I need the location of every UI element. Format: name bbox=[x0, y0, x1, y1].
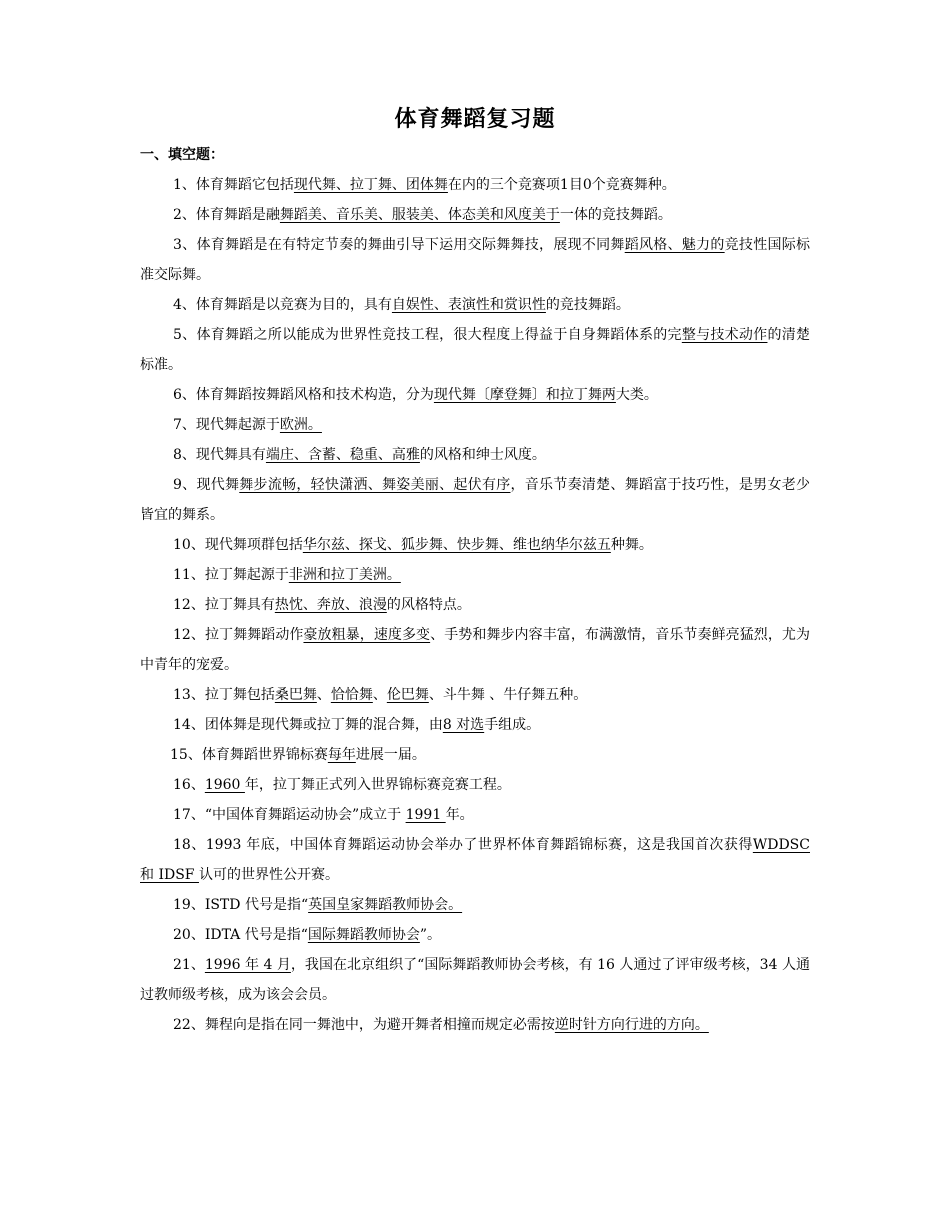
question-text: 竞技性国际标准交际舞。 bbox=[140, 237, 811, 283]
question-text: 、 bbox=[372, 687, 387, 703]
answer-underlined: 舞步流畅，轻快潇洒、舞姿美丽、起伏有序 bbox=[239, 477, 511, 493]
answer-underlined: 豪放粗暴，速度多变 bbox=[303, 627, 431, 643]
question-item bbox=[140, 680, 810, 710]
answer-underlined: 自娱性、表演性和赏识性 bbox=[391, 297, 546, 313]
answer-underlined: 8 对选 bbox=[442, 717, 485, 733]
answer-underlined: 国际舞蹈教师协会 bbox=[307, 927, 420, 943]
section-heading-fill-in-blank: 一、填空题： bbox=[140, 147, 224, 163]
answer-underlined: 桑巴舞 bbox=[274, 687, 317, 703]
question-item bbox=[140, 590, 810, 620]
question-list bbox=[140, 170, 810, 1040]
question-item bbox=[140, 530, 810, 560]
answer-underlined: 舞蹈美、音乐美、服装美、体态美和风度美于 bbox=[279, 207, 560, 223]
answer-underlined: 1960 bbox=[204, 777, 245, 793]
question-text: 大类。 bbox=[615, 387, 658, 403]
question-item bbox=[140, 440, 810, 470]
question-text: 9、现代舞 bbox=[173, 477, 240, 493]
question-text: 12、拉丁舞具有 bbox=[173, 597, 275, 613]
answer-underlined: 逆时针方向行进的方向。 bbox=[554, 1017, 709, 1033]
question-text: 19、ISTD 代号是指“ bbox=[173, 897, 309, 913]
question-text: 21、 bbox=[173, 957, 205, 973]
question-text: 的风格特点。 bbox=[386, 597, 471, 613]
question-text: 在内的三个竞赛项1目0个竞赛舞种。 bbox=[447, 177, 676, 193]
question-item bbox=[140, 200, 810, 230]
question-text: 17、“中国体育舞蹈运动协会”成立于 bbox=[173, 807, 406, 823]
question-text: 18、1993 年底，中国体育舞蹈运动协会举办了世界杯体育舞蹈锦标赛，这是我国首次获得 bbox=[173, 837, 753, 853]
question-text: 1、体育舞蹈它包括 bbox=[173, 177, 294, 193]
question-text: 13、拉丁舞包括 bbox=[173, 687, 275, 703]
question-text: 8、现代舞具有 bbox=[173, 447, 266, 463]
question-text: 认可的世界性公开赛。 bbox=[198, 867, 339, 883]
answer-underlined: 热忱、奔放、浪漫 bbox=[274, 597, 387, 613]
question-text: 15、体育舞蹈世界锦标赛 bbox=[170, 747, 328, 763]
answer-underlined: 现代舞、拉丁舞、团体舞 bbox=[293, 177, 448, 193]
answer-underlined: WDDSC 和 IDSF bbox=[140, 837, 810, 883]
question-item bbox=[140, 770, 810, 800]
question-text: 16、 bbox=[173, 777, 205, 793]
question-item bbox=[140, 1010, 810, 1040]
question-item bbox=[140, 410, 810, 440]
question-text: 3、体育舞蹈是在有特定节奏的舞曲引导下运用交际舞舞技，展现不同舞 bbox=[173, 237, 625, 253]
question-text: 22、舞程向是指在同一舞池中，为避开舞者相撞而规定必需按 bbox=[173, 1017, 555, 1033]
question-text: 、 bbox=[316, 687, 331, 703]
question-text: 2、体育舞蹈是融 bbox=[173, 207, 280, 223]
question-text: 手组成。 bbox=[484, 717, 541, 733]
question-text: 5、体育舞蹈之所以能成为世界性竞技工程，很大程度上得益于自身舞蹈体系的完 bbox=[173, 327, 682, 343]
question-text: 的清楚标准。 bbox=[140, 327, 811, 373]
answer-underlined: 英国皇家舞蹈教师协会。 bbox=[308, 897, 463, 913]
question-text: 4、体育舞蹈是以竞赛为目的，具有 bbox=[173, 297, 392, 313]
question-item bbox=[140, 320, 810, 380]
answer-underlined: 伦巴舞 bbox=[386, 687, 429, 703]
question-item bbox=[140, 560, 810, 590]
question-item bbox=[140, 950, 810, 1010]
question-text: 年，拉丁舞正式列入世界锦标赛竞赛工程。 bbox=[244, 777, 511, 793]
question-text: 的风格和绅士风度。 bbox=[419, 447, 546, 463]
answer-underlined: 端庄、含蓄、稳重、高雅 bbox=[265, 447, 420, 463]
question-item bbox=[140, 920, 810, 950]
question-text: 11、拉丁舞起源于 bbox=[173, 567, 289, 583]
answer-underlined: 1991 bbox=[405, 807, 446, 823]
answer-underlined: 恰恰舞 bbox=[330, 687, 373, 703]
question-item bbox=[140, 290, 810, 320]
question-text: 、斗牛舞 、牛仔舞五种。 bbox=[428, 687, 588, 703]
question-text: 一体的竞技舞蹈。 bbox=[559, 207, 672, 223]
question-text: 6、体育舞蹈按舞蹈风格和技术构造，分为 bbox=[173, 387, 434, 403]
question-item bbox=[140, 470, 810, 530]
question-item bbox=[140, 620, 810, 680]
question-text: 年。 bbox=[445, 807, 474, 823]
question-item bbox=[140, 740, 810, 770]
question-text: ，音乐节奏清楚、舞蹈富于技巧性，是男女老少皆宜的舞系。 bbox=[140, 477, 810, 523]
answer-underlined: 整与技术动作 bbox=[681, 327, 768, 343]
answer-underlined: 欧洲。 bbox=[279, 417, 322, 433]
answer-underlined: 蹈风格、魅力的 bbox=[624, 237, 725, 253]
question-text: 种舞。 bbox=[610, 537, 653, 553]
question-text: ，我国在北京组织了“国际舞蹈教师协会考核，有 16 人通过了评审级考核，34 人通过教师级考核，成为该会会员。 bbox=[140, 957, 810, 1003]
question-text: ”。 bbox=[419, 927, 442, 943]
question-item bbox=[140, 890, 810, 920]
question-text: 7、现代舞起源于 bbox=[173, 417, 280, 433]
answer-underlined: 每年 bbox=[327, 747, 356, 763]
answer-underlined: 非洲和拉丁美洲。 bbox=[288, 567, 401, 583]
question-text: 20、IDTA 代号是指“ bbox=[173, 927, 308, 943]
question-item bbox=[140, 170, 810, 200]
question-text: 进展一届。 bbox=[355, 747, 426, 763]
question-text: 、手势和舞步内容丰富，布满激情，音乐节奏鲜亮猛烈，尤为中青年的宠爱。 bbox=[140, 627, 810, 673]
answer-underlined: 华尔兹、探戈、狐步舞、快步舞、维也纳华尔兹五 bbox=[302, 537, 611, 553]
document-title: 体育舞蹈复习题 bbox=[394, 107, 556, 132]
question-text: 的竞技舞蹈。 bbox=[545, 297, 630, 313]
question-item bbox=[140, 830, 810, 890]
question-item bbox=[140, 800, 810, 830]
answer-underlined: 现代舞〔摩登舞〕和拉丁舞两 bbox=[433, 387, 616, 403]
question-text: 14、团体舞是现代舞或拉丁舞的混合舞，由 bbox=[173, 717, 443, 733]
question-item bbox=[140, 230, 810, 290]
answer-underlined: 1996 年 4 月 bbox=[204, 957, 291, 973]
question-item bbox=[140, 380, 810, 410]
question-item bbox=[140, 710, 810, 740]
question-text: 12、拉丁舞舞蹈动作 bbox=[173, 627, 304, 643]
question-text: 10、现代舞项群包括 bbox=[173, 537, 303, 553]
